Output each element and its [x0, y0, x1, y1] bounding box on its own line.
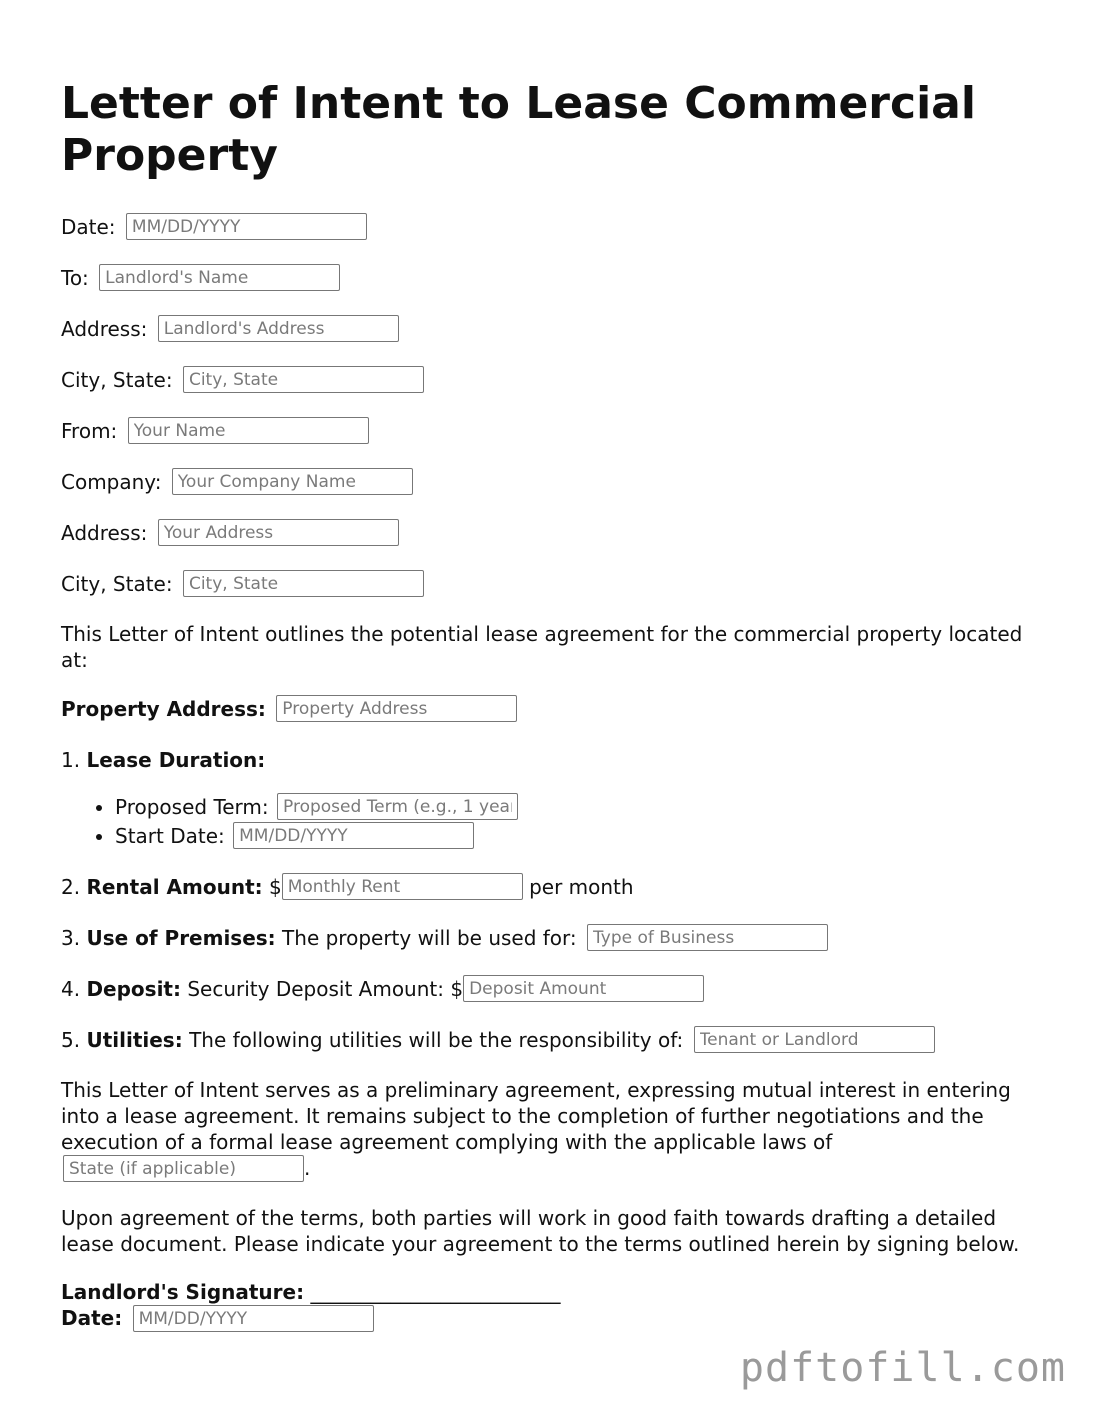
to-label: To:: [61, 266, 89, 290]
city-state-label: City, State:: [61, 368, 173, 392]
rental-amount-label: Rental Amount:: [86, 875, 263, 899]
company-label: Company:: [61, 470, 162, 494]
start-date-item: [115, 822, 1051, 851]
address-label: Address:: [61, 317, 148, 341]
lease-duration-list: [61, 793, 1051, 851]
start-date-label: Start Date:: [115, 824, 225, 848]
deposit-label: Deposit:: [86, 977, 181, 1001]
start-date-input[interactable]: [233, 822, 474, 849]
landlord-signature-label: Landlord's Signature:: [61, 1280, 305, 1304]
company-name-input[interactable]: [172, 468, 413, 495]
from-label: From:: [61, 419, 118, 443]
signature-date-input[interactable]: [133, 1305, 374, 1332]
watermark-logo: pdftofill.com: [739, 1345, 1066, 1391]
deposit-text: Security Deposit Amount: $: [187, 977, 464, 1001]
deposit-row: [61, 975, 1051, 1004]
signature-date-label: Date:: [61, 1306, 123, 1330]
signature-block: [61, 1279, 1051, 1333]
closing-paragraph-2: Upon agreement of the terms, both parties will work in good faith towards drafting a detailed lease document. Please indicate your agreement to the terms outlined herein by signing below.: [61, 1206, 1020, 1256]
rental-amount-row: [61, 873, 1051, 902]
use-of-premises-label: Use of Premises:: [86, 926, 276, 950]
header-fields: [61, 213, 1051, 599]
closing-period: .: [304, 1156, 311, 1180]
signature-row: [61, 1279, 1051, 1305]
landlord-address-input[interactable]: [158, 315, 399, 342]
proposed-term-label: Proposed Term:: [115, 795, 269, 819]
lease-duration-heading: [61, 746, 1051, 774]
utilities-text: The following utilities will be the responsibility of:: [189, 1028, 684, 1052]
landlord-address-row: [61, 315, 1051, 344]
intro-paragraph: This Letter of Intent outlines the potential lease agreement for the commercial property located at:: [61, 622, 1023, 672]
closing-text: This Letter of Intent serves as a preliminary agreement, expressing mutual interest in entering into a lease agreement. It remains subject to the completion of further negotiations and the execution of a formal lease agreement complying with the applicable laws of: [61, 1078, 1011, 1154]
property-row: [61, 695, 1051, 724]
monthly-rent-input[interactable]: [282, 873, 523, 900]
per-month-text: per month: [529, 875, 634, 899]
item-number: 5.: [61, 1028, 81, 1052]
document: [61, 78, 1051, 1333]
company-row: [61, 468, 1051, 497]
type-of-business-input[interactable]: [587, 924, 828, 951]
page-title: Letter of Intent to Lease Commercial Property: [61, 78, 976, 181]
your-address-input[interactable]: [158, 519, 399, 546]
date-input[interactable]: [126, 213, 367, 240]
property-label: Property Address:: [61, 697, 266, 721]
address-label: Address:: [61, 521, 148, 545]
use-of-premises-text: The property will be used for:: [282, 926, 577, 950]
date-label: Date:: [61, 215, 116, 239]
signature-date-row: [61, 1305, 1051, 1333]
use-of-premises-row: [61, 924, 1051, 953]
property-address-input[interactable]: [276, 695, 517, 722]
closing-paragraph-1: [61, 1077, 1051, 1183]
your-city-row: [61, 570, 1051, 599]
deposit-amount-input[interactable]: [463, 975, 704, 1002]
to-row: [61, 264, 1051, 293]
your-city-state-input[interactable]: [183, 570, 424, 597]
proposed-term-input[interactable]: [277, 793, 518, 820]
your-address-row: [61, 519, 1051, 548]
state-input[interactable]: [63, 1155, 304, 1182]
tenant-or-landlord-input[interactable]: [694, 1026, 935, 1053]
date-row: [61, 213, 1051, 242]
item-number: 4.: [61, 977, 81, 1001]
item-number: 2.: [61, 875, 81, 899]
landlord-city-row: [61, 366, 1051, 395]
signature-line[interactable]: _________________________: [310, 1280, 561, 1304]
utilities-row: [61, 1026, 1051, 1055]
landlord-name-input[interactable]: [99, 264, 340, 291]
city-state-label: City, State:: [61, 572, 173, 596]
landlord-city-state-input[interactable]: [183, 366, 424, 393]
dollar-sign: $: [268, 875, 282, 899]
proposed-term-item: [115, 793, 1051, 822]
lease-duration-label: Lease Duration:: [86, 748, 266, 772]
item-number: 1.: [61, 748, 81, 772]
item-number: 3.: [61, 926, 81, 950]
from-row: [61, 417, 1051, 446]
your-name-input[interactable]: [128, 417, 369, 444]
utilities-label: Utilities:: [86, 1028, 183, 1052]
